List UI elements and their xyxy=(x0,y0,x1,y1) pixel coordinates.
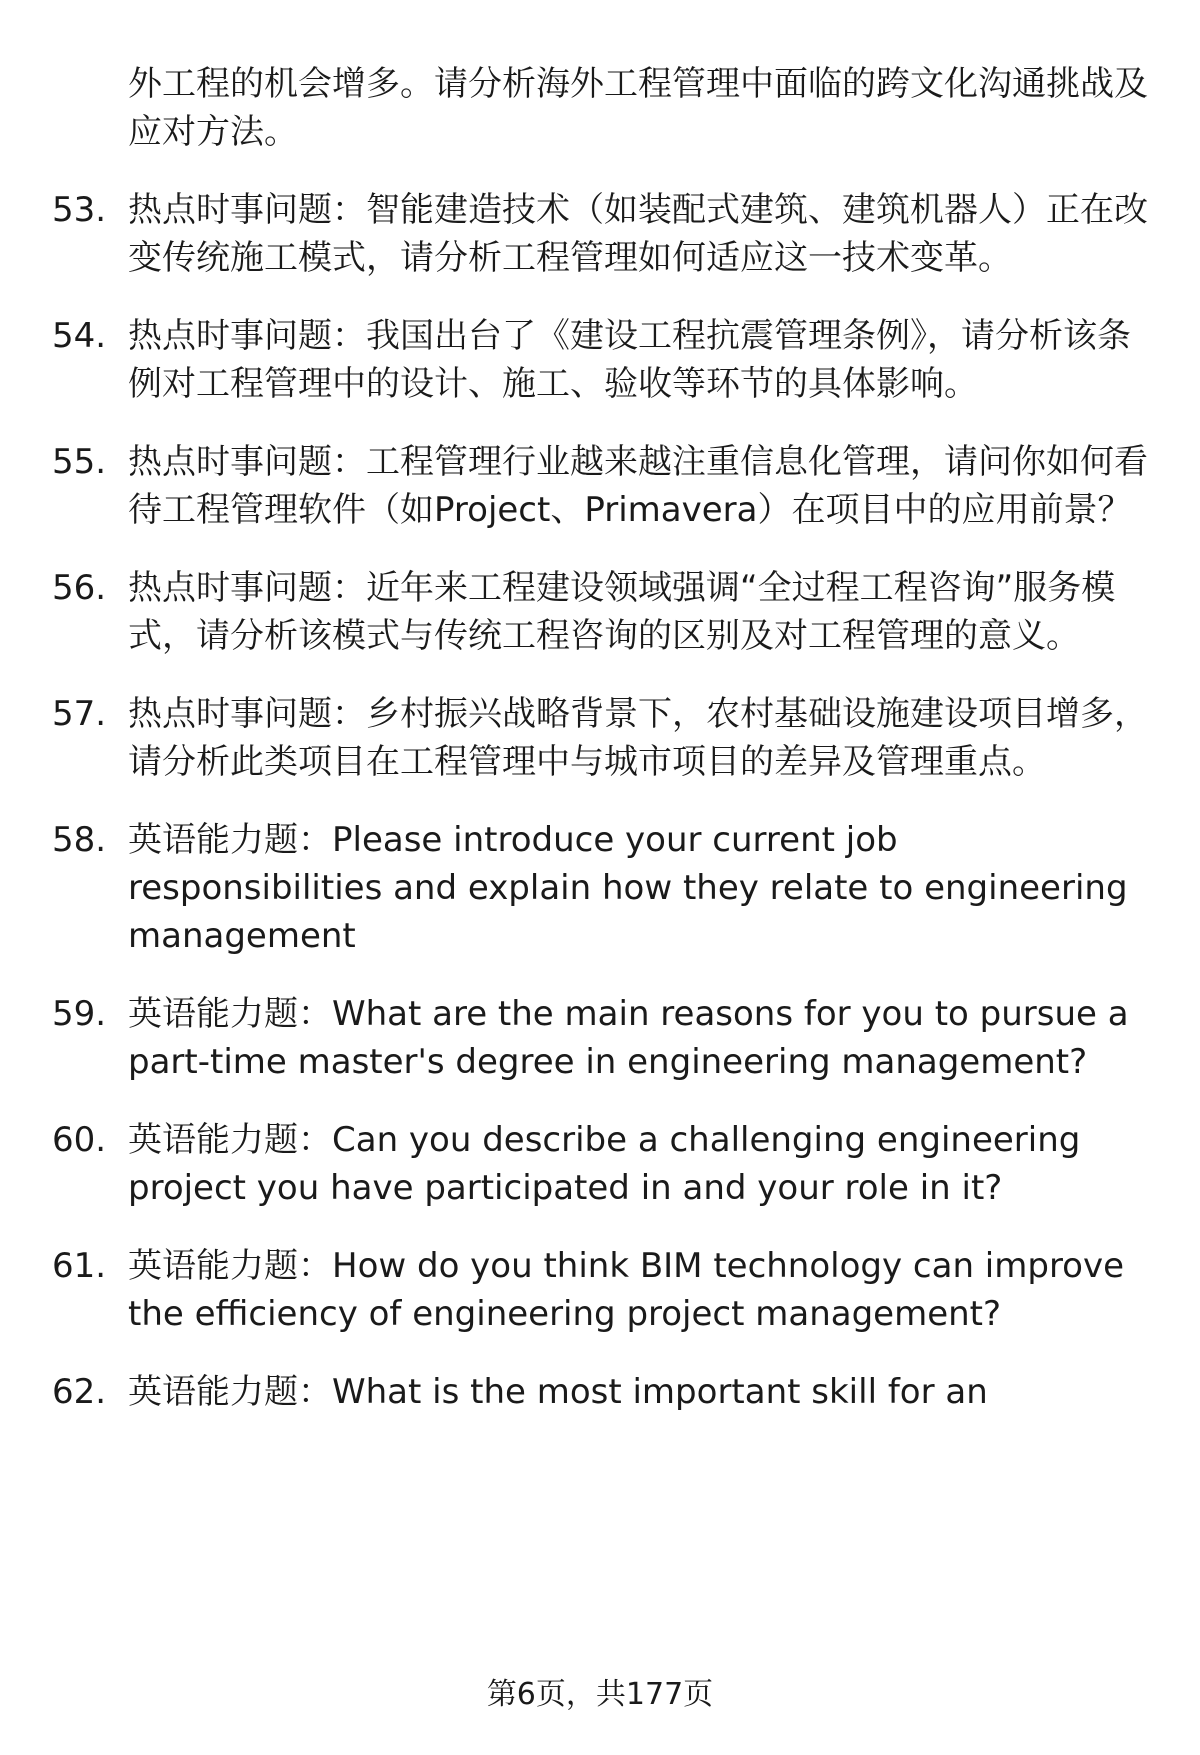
item-number: 58. xyxy=(52,820,107,860)
question-list xyxy=(0,60,1200,1446)
list-item xyxy=(0,1242,1200,1338)
list-item xyxy=(0,1368,1200,1416)
item-text: 英语能力题：How do you think BIM technology can improve the efficiency of engineering project management? xyxy=(128,1246,1125,1334)
list-item xyxy=(0,1116,1200,1212)
item-number: 54. xyxy=(52,316,107,356)
item-text: 热点时事问题：乡村振兴战略背景下，农村基础设施建设项目增多，请分析此类项目在工程管理中与城市项目的差异及管理重点。 xyxy=(128,694,1148,782)
item-text: 英语能力题：What is the most important skill for an xyxy=(128,1372,988,1412)
item-text: 热点时事问题：近年来工程建设领域强调“全过程工程咨询”服务模式，请分析该模式与传统工程咨询的区别及对工程管理的意义。 xyxy=(128,568,1116,656)
item-number: 57. xyxy=(52,694,107,734)
list-item xyxy=(0,60,1200,156)
list-item xyxy=(0,690,1200,786)
item-number: 53. xyxy=(52,190,107,230)
list-item xyxy=(0,564,1200,660)
item-number: 55. xyxy=(52,442,107,482)
item-text: 英语能力题：Please introduce your current job responsibilities and explain how they relate to engineering management xyxy=(128,820,1128,956)
item-number: 61. xyxy=(52,1246,107,1286)
item-text: 英语能力题：What are the main reasons for you to pursue a part-time master's degree in engineering management? xyxy=(128,994,1129,1082)
list-item xyxy=(0,990,1200,1086)
list-item xyxy=(0,816,1200,960)
list-item xyxy=(0,186,1200,282)
item-number: 56. xyxy=(52,568,107,608)
item-number: 60. xyxy=(52,1120,107,1160)
list-item xyxy=(0,438,1200,534)
item-text: 外工程的机会增多。请分析海外工程管理中面临的跨文化沟通挑战及应对方法。 xyxy=(128,64,1148,152)
item-text: 热点时事问题：智能建造技术（如装配式建筑、建筑机器人）正在改变传统施工模式，请分析工程管理如何适应这一技术变革。 xyxy=(128,190,1148,278)
item-text: 热点时事问题：我国出台了《建设工程抗震管理条例》，请分析该条例对工程管理中的设计、施工、验收等环节的具体影响。 xyxy=(128,316,1131,404)
item-text: 英语能力题：Can you describe a challenging engineering project you have participated in and your role in it? xyxy=(128,1120,1081,1208)
item-number: 59. xyxy=(52,994,107,1034)
item-text: 热点时事问题：工程管理行业越来越注重信息化管理，请问你如何看待工程管理软件（如Project、Primavera）在项目中的应用前景？ xyxy=(128,442,1148,530)
item-number: 62. xyxy=(52,1372,107,1412)
page-footer: 第6页，共177页 xyxy=(486,1677,714,1712)
list-item xyxy=(0,312,1200,408)
